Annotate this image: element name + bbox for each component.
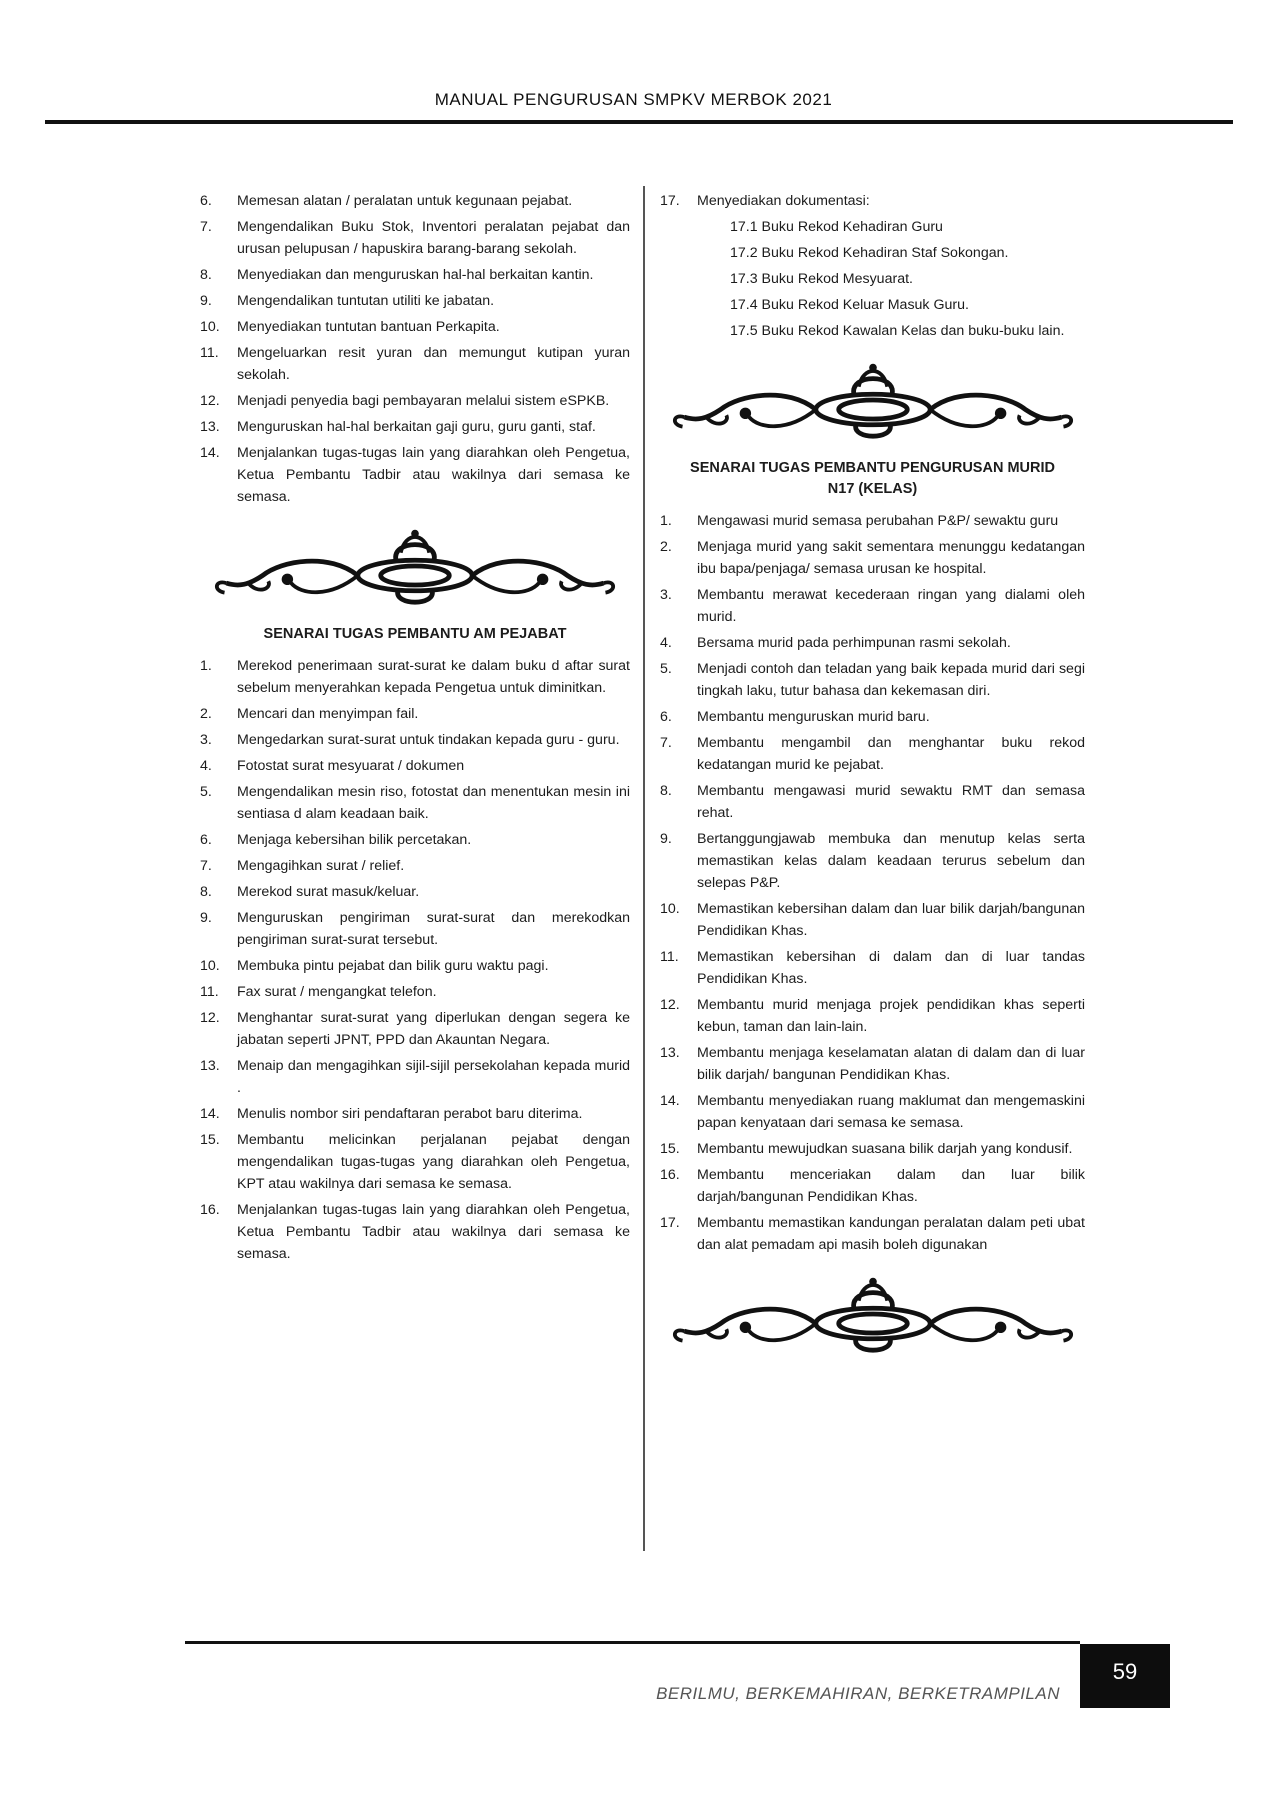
list-item [660, 1164, 1085, 1208]
list-item-number: 15. [660, 1141, 680, 1157]
documentation-sub-list [660, 216, 1085, 342]
tasks-list-a-continued [660, 190, 1085, 212]
list-item-text: Menyediakan dokumentasi: [697, 193, 870, 209]
list-item-text: Mengendalikan tuntutan utiliti ke jabatan. [237, 293, 495, 309]
list-item-number: 7. [660, 735, 672, 751]
list-item-number: 13. [660, 1045, 680, 1061]
list-item-text: Membantu murid menjaga projek pendidikan khas seperti kebun, taman dan lain-lain. [697, 997, 1085, 1035]
list-item-text: Membantu melicinkan perjalanan pejabat dengan mengendalikan tugas-tugas yang diarahkan oleh Pengetua, KPT atau wakilnya dari semasa ke semasa. [237, 1132, 630, 1192]
footer-rule [185, 1641, 1080, 1644]
list-item [660, 946, 1085, 990]
list-item-number: 12. [200, 393, 220, 409]
list-item-text: Mengeluarkan resit yuran dan memungut kutipan yuran sekolah. [237, 345, 630, 383]
list-item [200, 416, 630, 438]
list-item-text: Membantu mengambil dan menghantar buku rekod kedatangan murid ke pejabat. [697, 735, 1085, 773]
list-item [660, 898, 1085, 942]
list-item-text: Mengagihkan surat / relief. [237, 858, 405, 874]
list-item-text: Menyediakan dan menguruskan hal-hal berkaitan kantin. [237, 267, 594, 283]
list-item [200, 1129, 630, 1195]
list-item-text: Membuka pintu pejabat dan bilik guru waktu pagi. [237, 958, 549, 974]
list-item [200, 881, 630, 903]
list-item [200, 264, 630, 286]
list-item-text: Fotostat surat mesyuarat / dokumen [237, 758, 465, 774]
list-item-number: 13. [200, 1058, 220, 1074]
list-item [200, 907, 630, 951]
list-item-number: 7. [200, 219, 212, 235]
list-item [200, 703, 630, 725]
list-item [660, 510, 1085, 532]
list-item [660, 536, 1085, 580]
list-item-text: Bersama murid pada perhimpunan rasmi sekolah. [697, 635, 1011, 651]
list-item [660, 706, 1085, 728]
list-item-text: Menjalankan tugas-tugas lain yang diarahkan oleh Pengetua, Ketua Pembantu Tadbir atau wakilnya dari semasa ke semasa. [237, 1202, 630, 1262]
list-item-text: Membantu memastikan kandungan peralatan dalam peti ubat dan alat pemadam api masih boleh digunakan [697, 1215, 1085, 1253]
list-item [660, 1138, 1085, 1160]
list-item-number: 6. [200, 832, 212, 848]
list-item-number: 14. [200, 445, 220, 461]
list-item-number: 11. [200, 984, 219, 1000]
list-item-number: 4. [200, 758, 212, 774]
list-item [200, 316, 630, 338]
list-item-text: Fax surat / mengangkat telefon. [237, 984, 437, 1000]
list-item [660, 1090, 1085, 1134]
list-item-text: Bertanggungjawab membuka dan menutup kelas serta memastikan kelas dalam keadaan terurus sebelum dan selepas P&P. [697, 831, 1085, 891]
tasks-list-a [200, 190, 630, 508]
list-item [200, 655, 630, 699]
list-item [200, 442, 630, 508]
list-item-number: 8. [200, 267, 212, 283]
sub-list-item: 17.5 Buku Rekod Kawalan Kelas dan buku-buku lain. [730, 323, 1065, 339]
list-item-number: 11. [660, 949, 679, 965]
section-title-pembantu-pengurusan-murid [660, 458, 1085, 500]
list-item-number: 9. [200, 293, 212, 309]
list-item [660, 780, 1085, 824]
list-item-text: Menjalankan tugas-tugas lain yang diarahkan oleh Pengetua, Ketua Pembantu Tadbir atau wakilnya dari semasa ke semasa. [237, 445, 630, 505]
list-item-number: 15. [200, 1132, 220, 1148]
list-item-text: Membantu merawat kecederaan ringan yang dialami oleh murid. [697, 587, 1085, 625]
list-item-number: 9. [200, 910, 212, 926]
list-item-number: 17. [660, 1215, 680, 1231]
list-item-number: 10. [200, 958, 220, 974]
list-item-text: Merekod penerimaan surat-surat ke dalam buku d aftar surat sebelum menyerahkan kepada Pengetua untuk diminitkan. [237, 658, 630, 696]
list-item [200, 955, 630, 977]
list-item [660, 584, 1085, 628]
list-item-text: Menghantar surat-surat yang diperlukan dengan segera ke jabatan seperti JPNT, PPD dan Akauntan Negara. [237, 1010, 630, 1048]
list-item-number: 11. [200, 345, 219, 361]
list-item [200, 855, 630, 877]
list-item [200, 1199, 630, 1265]
list-item-text: Menjaga kebersihan bilik percetakan. [237, 832, 472, 848]
list-item-text: Mengendalikan Buku Stok, Inventori peralatan pejabat dan urusan pelupusan / hapuskira barang-barang sekolah. [237, 219, 630, 257]
list-item-text: Menguruskan pengiriman surat-surat dan merekodkan pengiriman surat-surat tersebut. [237, 910, 630, 948]
list-item-number: 1. [200, 658, 212, 674]
list-item-number: 17. [660, 193, 680, 209]
list-item-text: Membantu mengawasi murid sewaktu RMT dan semasa rehat. [697, 783, 1085, 821]
list-item-number: 14. [200, 1106, 220, 1122]
list-item-number: 6. [660, 709, 672, 725]
list-item-text: Mengendalikan mesin riso, fotostat dan menentukan mesin ini sentiasa d alam keadaan baik. [237, 784, 630, 822]
list-item-text: Memastikan kebersihan di dalam dan di luar tandas Pendidikan Khas. [697, 949, 1085, 987]
list-item [200, 390, 630, 412]
list-item-text: Menaip dan mengagihkan sijil-sijil persekolahan kepada murid . [237, 1058, 630, 1096]
list-item-number: 9. [660, 831, 672, 847]
sub-list-item: 17.3 Buku Rekod Mesyuarat. [730, 271, 913, 287]
list-item [200, 216, 630, 260]
list-item-number: 3. [200, 732, 212, 748]
list-item [200, 290, 630, 312]
sub-list-item: 17.4 Buku Rekod Keluar Masuk Guru. [730, 297, 969, 313]
ornament-divider-icon [663, 360, 1083, 440]
list-item [200, 1007, 630, 1051]
section-title-line: SENARAI TUGAS PEMBANTU PENGURUSAN MURID [690, 460, 1055, 476]
sub-list-item: 17.1 Buku Rekod Kehadiran Guru [730, 219, 943, 235]
list-item [200, 781, 630, 825]
list-item-text: Mencari dan menyimpan fail. [237, 706, 419, 722]
list-item-text: Menjadi penyedia bagi pembayaran melalui sistem eSPKB. [237, 393, 610, 409]
list-item [200, 729, 630, 751]
right-column [660, 190, 1085, 1372]
list-item-number: 13. [200, 419, 220, 435]
list-item-text: Menjaga murid yang sakit sementara menunggu kedatangan ibu bapa/penjaga/ semasa urusan ke hospital. [697, 539, 1085, 577]
list-item [200, 342, 630, 386]
list-item-text: Memastikan kebersihan dalam dan luar bilik darjah/bangunan Pendidikan Khas. [697, 901, 1085, 939]
list-item-number: 12. [660, 997, 680, 1013]
left-column [200, 190, 630, 1269]
list-item-number: 16. [200, 1202, 220, 1218]
list-item-number: 14. [660, 1093, 680, 1109]
list-item-number: 3. [660, 587, 672, 603]
list-item-number: 12. [200, 1010, 220, 1026]
list-item [660, 632, 1085, 654]
page-number: 59 [1080, 1644, 1170, 1708]
list-item-number: 8. [200, 884, 212, 900]
list-item-number: 16. [660, 1167, 680, 1183]
list-item-text: Menjadi contoh dan teladan yang baik kepada murid dari segi tingkah laku, tutur bahasa dan kekemasan diri. [697, 661, 1085, 699]
list-item [200, 755, 630, 777]
ornament-divider-icon [663, 1274, 1083, 1354]
footer-motto: BERILMU, BERKEMAHIRAN, BERKETRAMPILAN [656, 1684, 1060, 1703]
list-item [660, 658, 1085, 702]
list-item [660, 994, 1085, 1038]
list-item-text: Merekod surat masuk/keluar. [237, 884, 420, 900]
list-item [660, 190, 1085, 212]
list-item-number: 4. [660, 635, 672, 651]
list-item-number: 5. [200, 784, 212, 800]
list-item-text: Memesan alatan / peralatan untuk kegunaan pejabat. [237, 193, 573, 209]
list-item-text: Mengedarkan surat-surat untuk tindakan kepada guru - guru. [237, 732, 620, 748]
list-item-text: Membantu menceriakan dalam dan luar bilik darjah/bangunan Pendidikan Khas. [697, 1167, 1085, 1205]
header-rule [45, 120, 1233, 124]
list-item-text: Menyediakan tuntutan bantuan Perkapita. [237, 319, 500, 335]
tasks-list-c [660, 510, 1085, 1256]
list-item-text: Membantu menguruskan murid baru. [697, 709, 930, 725]
list-item [660, 732, 1085, 776]
list-item-number: 1. [660, 513, 672, 529]
list-item-number: 2. [660, 539, 672, 555]
tasks-list-b [200, 655, 630, 1265]
column-divider [643, 186, 645, 1551]
list-item [660, 1212, 1085, 1256]
list-item [200, 190, 630, 212]
list-item-number: 7. [200, 858, 212, 874]
list-item-text: Membantu mewujudkan suasana bilik darjah yang kondusif. [697, 1141, 1073, 1157]
sub-list-item: 17.2 Buku Rekod Kehadiran Staf Sokongan. [730, 245, 1009, 261]
section-title-pembantu-am-pejabat: SENARAI TUGAS PEMBANTU AM PEJABAT [263, 626, 567, 642]
list-item-number: 10. [660, 901, 680, 917]
page-header-title: MANUAL PENGURUSAN SMPKV MERBOK 2021 [434, 90, 833, 109]
list-item-text: Mengawasi murid semasa perubahan P&P/ sewaktu guru [697, 513, 1059, 529]
list-item-text: Membantu menyediakan ruang maklumat dan mengemaskini papan kenyataan dari semasa ke semasa. [697, 1093, 1085, 1131]
list-item [200, 829, 630, 851]
list-item-number: 10. [200, 319, 220, 335]
list-item [660, 1042, 1085, 1086]
list-item-text: Menulis nombor siri pendaftaran perabot baru diterima. [237, 1106, 583, 1122]
list-item [200, 1055, 630, 1099]
list-item-text: Membantu menjaga keselamatan alatan di dalam dan di luar bilik darjah/ bangunan Pendidikan Khas. [697, 1045, 1085, 1083]
list-item-number: 6. [200, 193, 212, 209]
list-item-text: Menguruskan hal-hal berkaitan gaji guru, guru ganti, staf. [237, 419, 596, 435]
list-item [200, 1103, 630, 1125]
list-item-number: 2. [200, 706, 212, 722]
list-item-number: 5. [660, 661, 672, 677]
list-item [200, 981, 630, 1003]
list-item [660, 828, 1085, 894]
list-item-number: 8. [660, 783, 672, 799]
section-title-line: N17 (KELAS) [827, 481, 918, 497]
ornament-divider-icon [205, 526, 625, 606]
